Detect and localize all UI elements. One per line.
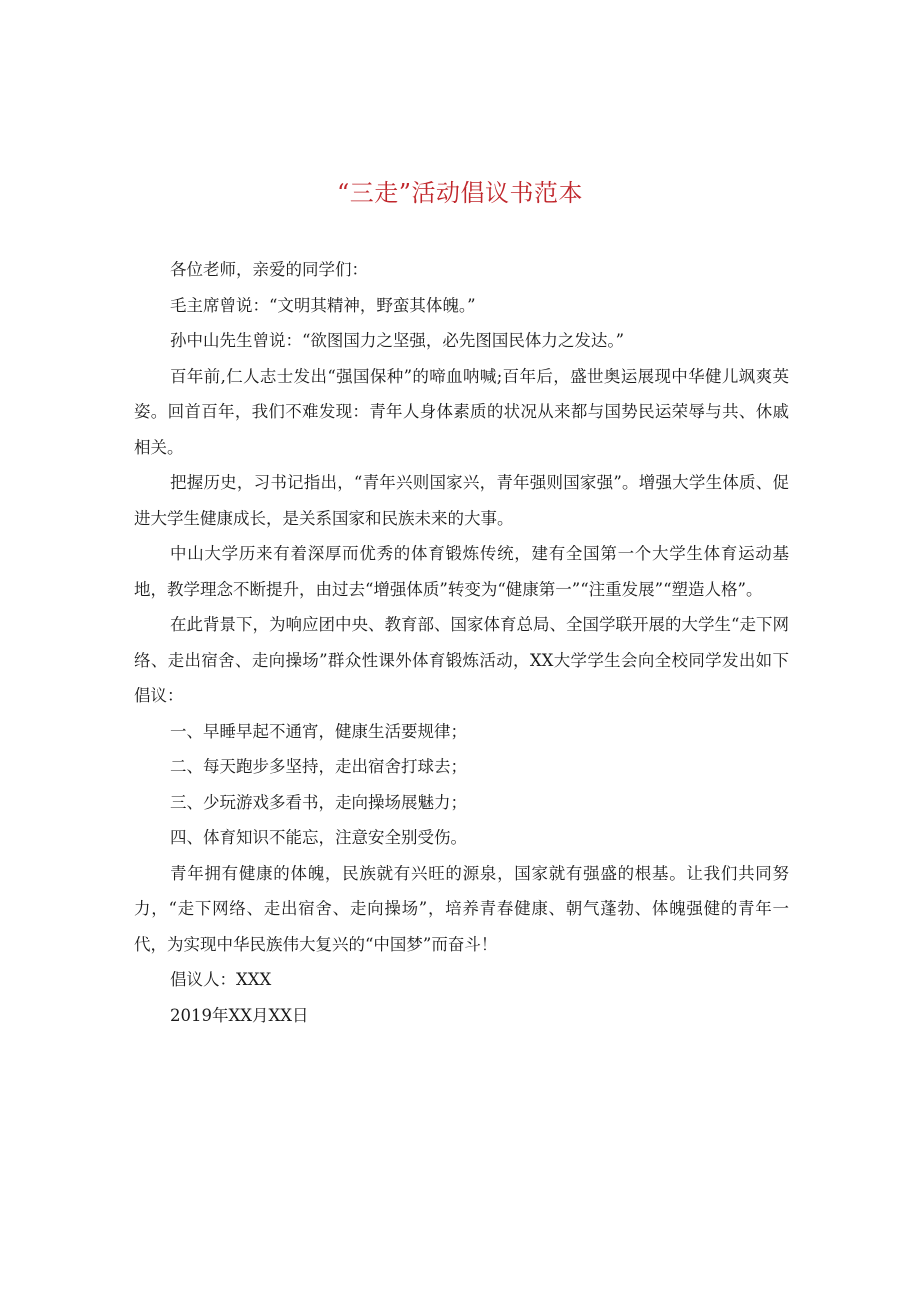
quote-mao: 毛主席曾说：“文明其精神，野蛮其体魄。” bbox=[170, 295, 476, 315]
paragraph-history: 百年前,仁人志士发出“强国保种”的啼血呐喊;百年后，盛世奥运展现中华健儿飒爽英姿。回首百年，我们不难发现：青年人身体素质的状况从来都与国势民运荣辱与共、休戚相关。 bbox=[134, 366, 789, 457]
salutation: 各位老师，亲爱的同学们： bbox=[170, 260, 368, 279]
paragraph-background: 在此背景下，为响应团中央、教育部、国家体育总局、全国学联开展的大学生“走下网络、走出宿舍、走向操场”群众性课外体育锻炼活动，XX大学学生会向全校同学发出如下倡议： bbox=[134, 615, 789, 705]
date-line: 2019年XX月XX日 bbox=[170, 1005, 309, 1025]
proposal-item-4: 四、体育知识不能忘，注意安全别受伤。 bbox=[170, 828, 467, 847]
quote-sun: 孙中山先生曾说：“欲图国力之坚强，必先图国民体力之发达。” bbox=[170, 331, 625, 350]
paragraph-closing: 青年拥有健康的体魄，民族就有兴旺的源泉，国家就有强盛的根基。让我们共同努力，“走下网络、走出宿舍、走向操场”，培养青春健康、朝气蓬勃、体魄强健的青年一代，为实现中华民族伟大复兴的“中国梦”而奋斗！ bbox=[134, 863, 789, 954]
paragraph-university: 中山大学历来有着深厚而优秀的体育锻炼传统，建有全国第一个大学生体育运动基地，教学理念不断提升，由过去“增强体质”转变为“健康第一”“注重发展”“塑造人格”。 bbox=[134, 544, 789, 599]
proposal-item-2: 二、每天跑步多坚持，走出宿舍打球去； bbox=[170, 757, 467, 776]
proposal-item-1: 一、早睡早起不通宵，健康生活要规律； bbox=[170, 721, 467, 741]
paragraph-grasp-history: 把握历史，习书记指出，“青年兴则国家兴，青年强则国家强”。增强大学生体质、促进大学生健康成长，是关系国家和民族未来的大事。 bbox=[134, 473, 789, 528]
proposer-line: 倡议人：XXX bbox=[170, 970, 272, 989]
document-title: “三走”活动倡议书范本 bbox=[336, 179, 584, 207]
proposal-item-3: 三、少玩游戏多看书，走向操场展魅力； bbox=[170, 792, 467, 812]
document-body bbox=[134, 252, 789, 1033]
